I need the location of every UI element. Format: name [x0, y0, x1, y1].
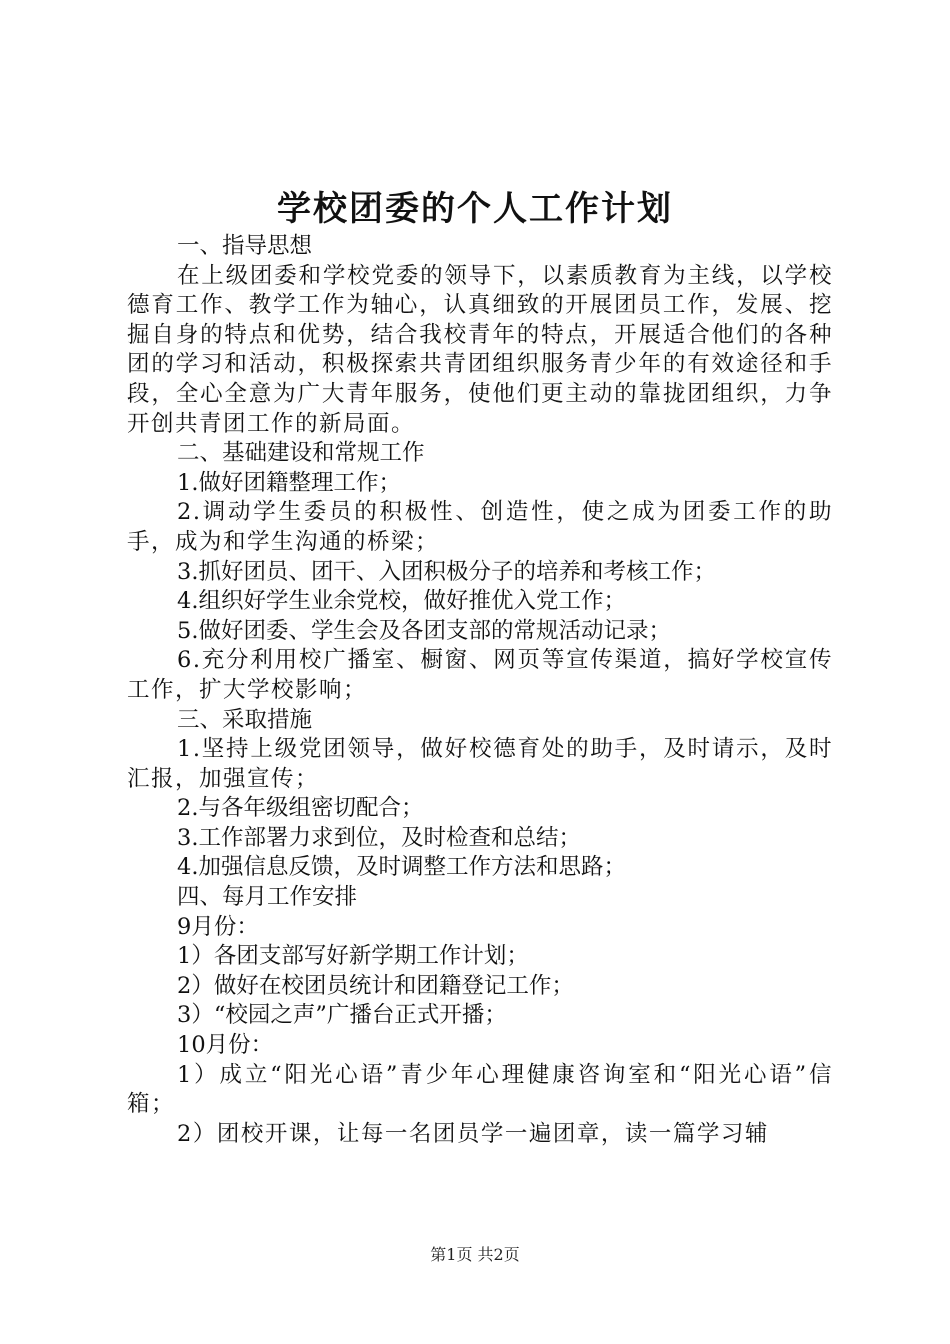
section-heading-3: 三、采取措施 [177, 706, 313, 733]
section-heading-4: 四、每月工作安排 [177, 884, 358, 911]
document-body [127, 232, 833, 1149]
list-item: 1.坚持上级党团领导，做好校德育处的助手，及时请示，及时汇报，加强宣传； [127, 736, 833, 792]
list-item: 6.充分利用校广播室、橱窗、网页等宣传渠道，搞好学校宣传工作，扩大学校影响； [127, 647, 833, 703]
list-item: 4.组织好学生业余党校，做好推优入党工作； [177, 588, 626, 615]
paragraph-guiding-ideology: 在上级团委和学校党委的领导下，以素质教育为主线，以学校德育工作、教学工作为轴心，认真细致的开展团员工作，发展、挖掘自身的特点和优势，结合我校青年的特点，开展适合他们的各种团的学习和活动，积极探索共青团组织服务青少年的有效途径和手段，全心全意为广大青年服务，使他们更主动的靠拢团组织，力争开创共青团工作的新局面。 [127, 262, 833, 437]
list-item: 2）做好在校团员统计和团籍登记工作； [177, 972, 574, 999]
list-item: 5.做好团委、学生会及各团支部的常规活动记录； [177, 617, 671, 644]
month-heading: 10月份： [177, 1032, 274, 1059]
list-item: 2.调动学生委员的积极性、创造性，使之成为团委工作的助手，成为和学生沟通的桥梁； [127, 499, 833, 555]
section-heading-1: 一、指导思想 [177, 233, 313, 259]
list-item: 2）团校开课，让每一名团员学一遍团章，读一篇学习辅 [177, 1120, 769, 1147]
section-heading-2: 二、基础建设和常规工作 [177, 440, 425, 467]
list-item: 2.与各年级组密切配合； [177, 795, 424, 822]
page-number-footer: 第1页 共2页 [430, 1245, 520, 1264]
list-item: 1.做好团籍整理工作； [177, 469, 401, 496]
list-item: 1）各团支部写好新学期工作计划； [177, 943, 529, 970]
list-item: 3）“校园之声”广播台正式开播； [177, 1002, 507, 1029]
month-heading: 9月份： [177, 913, 259, 940]
list-item: 3.抓好团员、团干、入团积极分子的培养和考核工作； [177, 558, 716, 585]
document-title: 学校团委的个人工作计划 [277, 189, 673, 229]
list-item: 3.工作部署力求到位，及时检查和总结； [177, 824, 581, 851]
list-item: 1）成立“阳光心语”青少年心理健康咨询室和“阳光心语”信箱； [127, 1061, 833, 1118]
list-item: 4.加强信息反馈，及时调整工作方法和思路； [177, 854, 626, 881]
